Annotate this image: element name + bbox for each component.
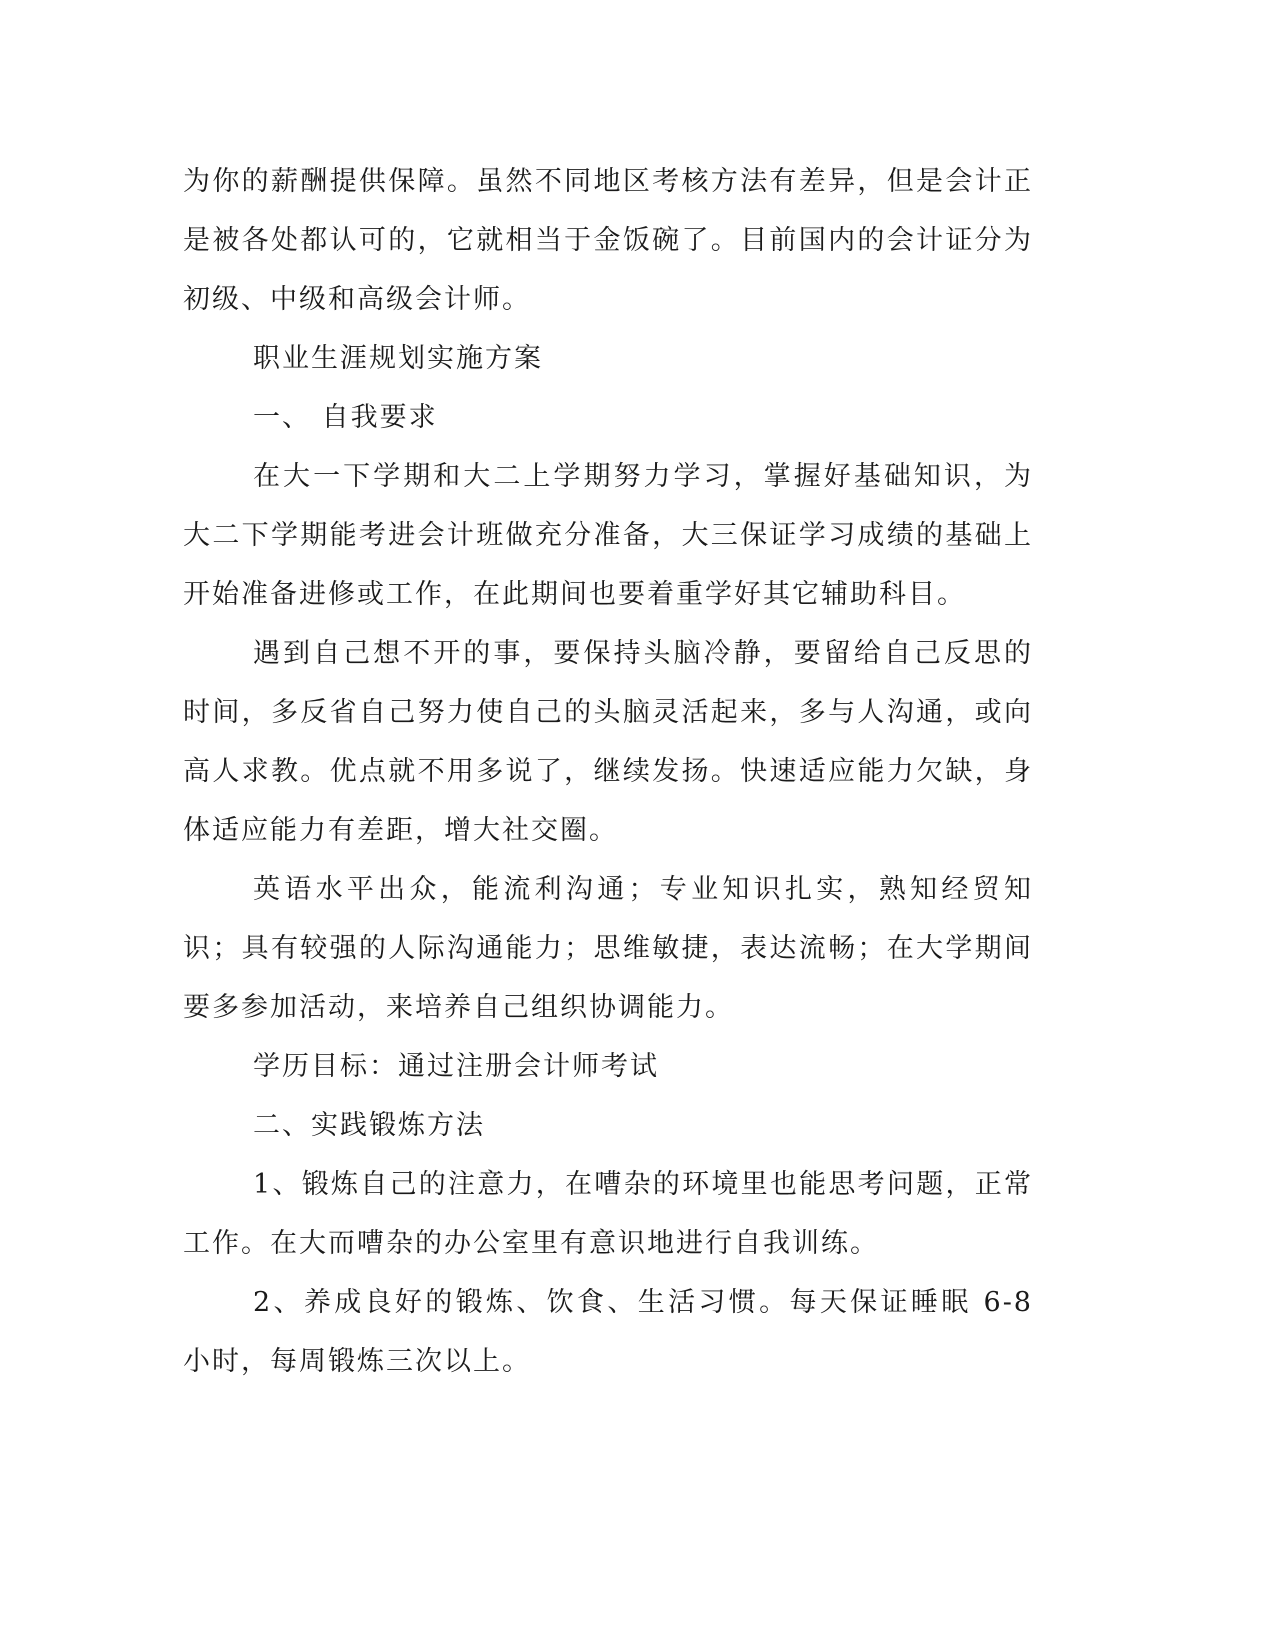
paragraph-continuation: 为你的薪酬提供保障。虽然不同地区考核方法有差异，但是会计正是被各处都认可的，它就相当于金饭碗了。目前国内的会计证分为初级、中级和高级会计师。 — [183, 166, 1033, 315]
section-title: 职业生涯规划实施方案 — [253, 343, 543, 374]
section-heading-self-requirements: 一、 自我要求 — [253, 402, 438, 433]
paragraph-abilities: 英语水平出众，能流利沟通；专业知识扎实，熟知经贸知识；具有较强的人际沟通能力；思维敏捷，表达流畅；在大学期间要多参加活动，来培养自己组织协调能力。 — [183, 874, 1033, 1023]
paragraph-self-reflection: 遇到自己想不开的事，要保持头脑冷静，要留给自己反思的时间，多反省自己努力使自己的头脑灵活起来，多与人沟通，或向高人求教。优点就不用多说了，继续发扬。快速适应能力欠缺，身体适应能力有差距，增大社交圈。 — [183, 638, 1033, 846]
list-item-attention-training: 1、锻炼自己的注意力，在嘈杂的环境里也能思考问题，正常工作。在大而嘈杂的办公室里有意识地进行自我训练。 — [183, 1169, 1033, 1259]
document-body — [183, 152, 1033, 1391]
paragraph-study-plan: 在大一下学期和大二上学期努力学习，掌握好基础知识，为大二下学期能考进会计班做充分准备，大三保证学习成绩的基础上开始准备进修或工作，在此期间也要着重学好其它辅助科目。 — [183, 461, 1033, 610]
section-heading-practice-methods: 二、实践锻炼方法 — [253, 1110, 485, 1141]
paragraph-education-goal: 学历目标：通过注册会计师考试 — [253, 1051, 659, 1082]
list-item-healthy-habits: 2、养成良好的锻炼、饮食、生活习惯。每天保证睡眠 6-8 小时，每周锻炼三次以上。 — [183, 1287, 1033, 1377]
